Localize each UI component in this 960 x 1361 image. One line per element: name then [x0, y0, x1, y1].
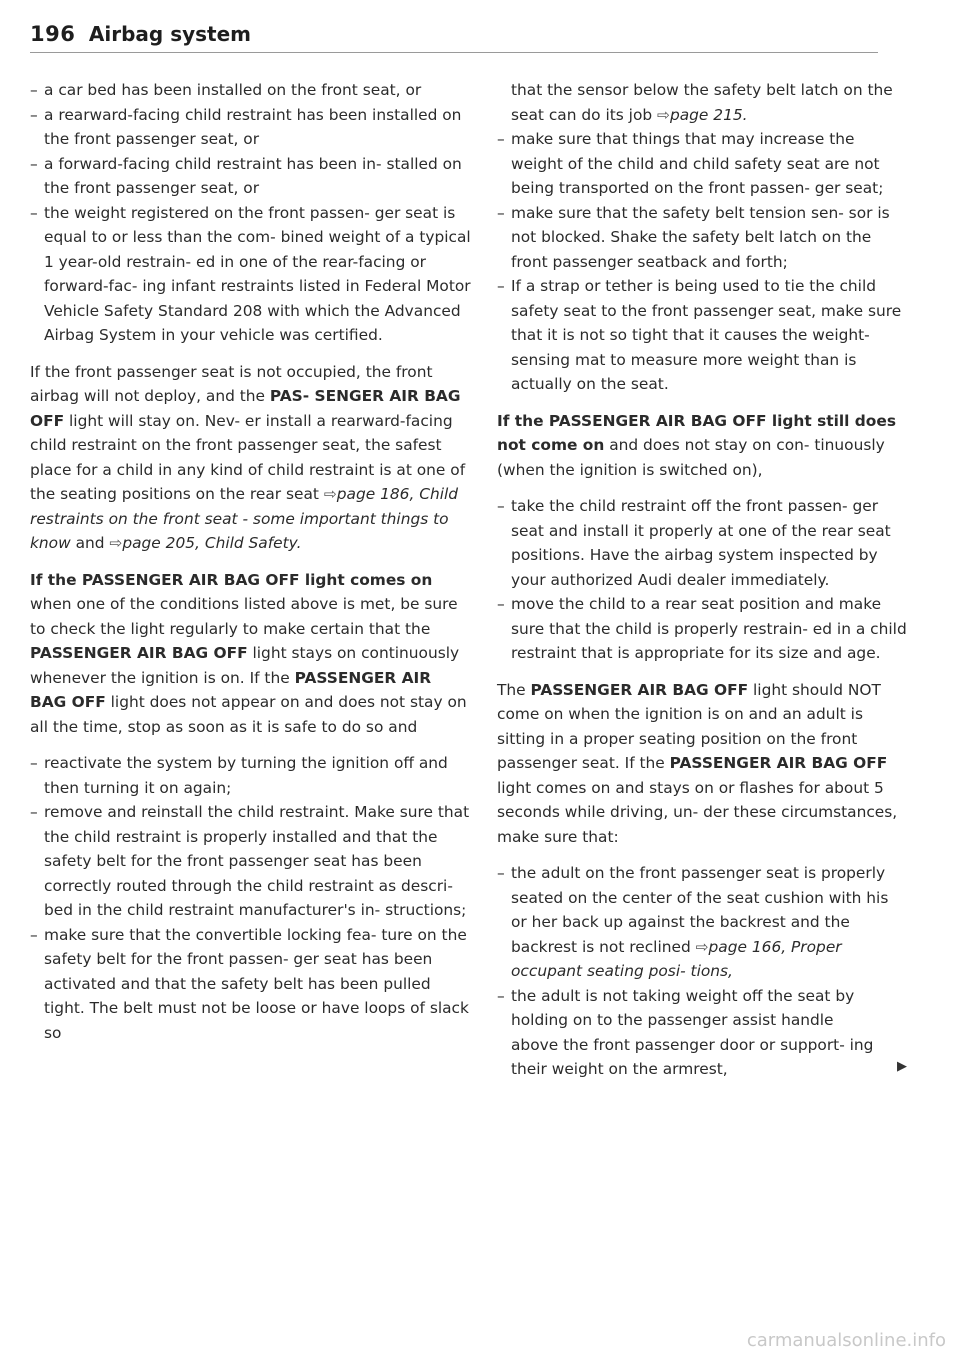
- list-item: – a car bed has been installed on the front seat, or: [30, 78, 472, 103]
- text: and: [70, 534, 110, 552]
- bold-light-label: PASSENGER AIR BAG OFF: [669, 754, 888, 772]
- list-item: – reactivate the system by turning the ignition off and then turning it on again;: [30, 751, 472, 800]
- section-title: Airbag system: [88, 22, 252, 46]
- text: light does not appear on and does not stay on all the time, stop as soon as it is safe to do so and: [30, 693, 467, 736]
- paragraph-adult-seated: [497, 678, 907, 850]
- text: light stays on continuously whenever the ignition is on. If the: [30, 644, 460, 687]
- text: and does not stay on con- tinuously (when the ignition is switched on),: [497, 436, 885, 479]
- page-number: 196: [30, 22, 76, 46]
- list-item: – a forward-facing child restraint has been in- stalled on the front passenger seat, or: [30, 152, 472, 201]
- list-item: [497, 861, 907, 984]
- paragraph-still-not-on: [497, 409, 907, 483]
- arrow-right-icon: ⇨: [695, 937, 709, 956]
- list-item-continued: [497, 78, 907, 127]
- continued-list: [497, 78, 907, 397]
- right-column: [497, 78, 907, 1094]
- page-reference-link[interactable]: [657, 106, 748, 124]
- arrow-right-icon: ⇨: [657, 105, 670, 124]
- text: the adult on the front passenger seat is properly seated on the center of the seat cushion with his or her back up against the backrest and the backrest is not reclined: [511, 864, 889, 956]
- adult-checklist: [497, 861, 907, 1082]
- reference-text: page 166, Proper occupant seating posi- tions,: [511, 937, 842, 980]
- arrow-right-icon: ⇨: [109, 534, 123, 552]
- text: the adult is not taking weight off the seat by holding on to the passenger assist handle above the front passenger door or support- ing their weight on the armrest,: [511, 986, 874, 1078]
- text: light will stay on. Nev- er install a rearward-facing child restraint on the front passenger seat, the safest place for a child in any kind of child restraint is at one of the seating positions on the rear seat: [30, 411, 466, 503]
- page-reference-link[interactable]: [109, 534, 301, 552]
- bold-heading: If the PASSENGER AIR BAG OFF light still does not come on: [497, 411, 896, 454]
- list-item: [497, 984, 907, 1082]
- reference-text: page 205, Child Safety.: [122, 534, 302, 552]
- text: when one of the conditions listed above is met, be sure to check the light regularly to make certain that the: [30, 595, 458, 638]
- list-item: – a rearward-facing child restraint has been installed on the front passenger seat, or: [30, 103, 472, 152]
- bold-light-label: PASSENGER AIR BAG OFF: [530, 680, 749, 699]
- list-item: – move the child to a rear seat position and make sure that the child is properly restrain- ed in a child restraint that is appropriate for its size and age.: [497, 592, 907, 666]
- bold-light-label: PAS- SENGER AIR BAG OFF: [30, 387, 461, 430]
- bold-heading: If the PASSENGER AIR BAG OFF light comes on: [30, 570, 433, 589]
- action-list: [497, 494, 907, 666]
- list-item: – make sure that things that may increase the weight of the child and child safety seat are not being transported on the front passen- ger seat;: [497, 127, 907, 201]
- text: that the sensor below the safety belt latch on the seat can do its job: [511, 81, 893, 124]
- watermark: carmanualsonline.info: [746, 1330, 946, 1351]
- list-item: – remove and reinstall the child restraint. Make sure that the child restraint is properly installed and that the safety belt for the front passenger seat has been correctly routed through the child restraint as descri- bed in the child restraint manufacturer's in- structions;: [30, 800, 472, 923]
- page-header: [30, 22, 878, 53]
- bold-light-label: PASSENGER AIR BAG OFF: [30, 668, 432, 711]
- text: light comes on and stays on or flashes for about 5 seconds while driving, un- der these circumstances, make sure that:: [497, 778, 898, 846]
- paragraph-light-comes-on: [30, 568, 472, 740]
- list-item: – take the child restraint off the front passen- ger seat and install it properly at one of the rear seat positions. Have the airbag system inspected by your authorized Audi dealer immediately.: [497, 494, 907, 592]
- reference-text: page 186, Child restraints on the front seat - some important things to know: [30, 485, 459, 552]
- paragraph-not-occupied: [30, 360, 472, 556]
- text: If the front passenger seat is not occupied, the front airbag will not deploy, and the: [30, 362, 433, 405]
- action-list: [30, 751, 472, 1045]
- list-item: – make sure that the convertible locking fea- ture on the safety belt for the front passen- ger seat has been activated and that the safety belt has been pulled tight. The belt must not be loose or have loops of slack so: [30, 923, 472, 1046]
- continue-arrow-icon: ▶: [897, 1059, 907, 1074]
- left-column: [30, 78, 472, 1057]
- reference-text: page 215.: [669, 105, 748, 124]
- text: The: [497, 680, 531, 699]
- arrow-right-icon: ⇨: [323, 485, 337, 503]
- condition-list: [30, 78, 472, 348]
- text: light should NOT come on when the ignition is on and an adult is sitting in a proper seating position on the front passenger seat. If the: [497, 680, 881, 772]
- list-item: – the weight registered on the front passen- ger seat is equal to or less than the com- bined weight of a typical 1 year-old restrain- ed in one of the rear-facing or forward-fac- ing infant restraints listed in Federal Motor Vehicle Safety Standard 208 with which the Advanced Airbag System in your vehicle was certified.: [30, 201, 472, 348]
- list-item: – make sure that the safety belt tension sen- sor is not blocked. Shake the safety belt latch on the front passenger seatback and forth;: [497, 201, 907, 275]
- bold-light-label: PASSENGER AIR BAG OFF: [30, 644, 248, 662]
- list-item: – If a strap or tether is being used to tie the child safety seat to the front passenger seat, make sure that it is not so tight that it causes the weight-sensing mat to measure more weight than is actually on the seat.: [497, 274, 907, 397]
